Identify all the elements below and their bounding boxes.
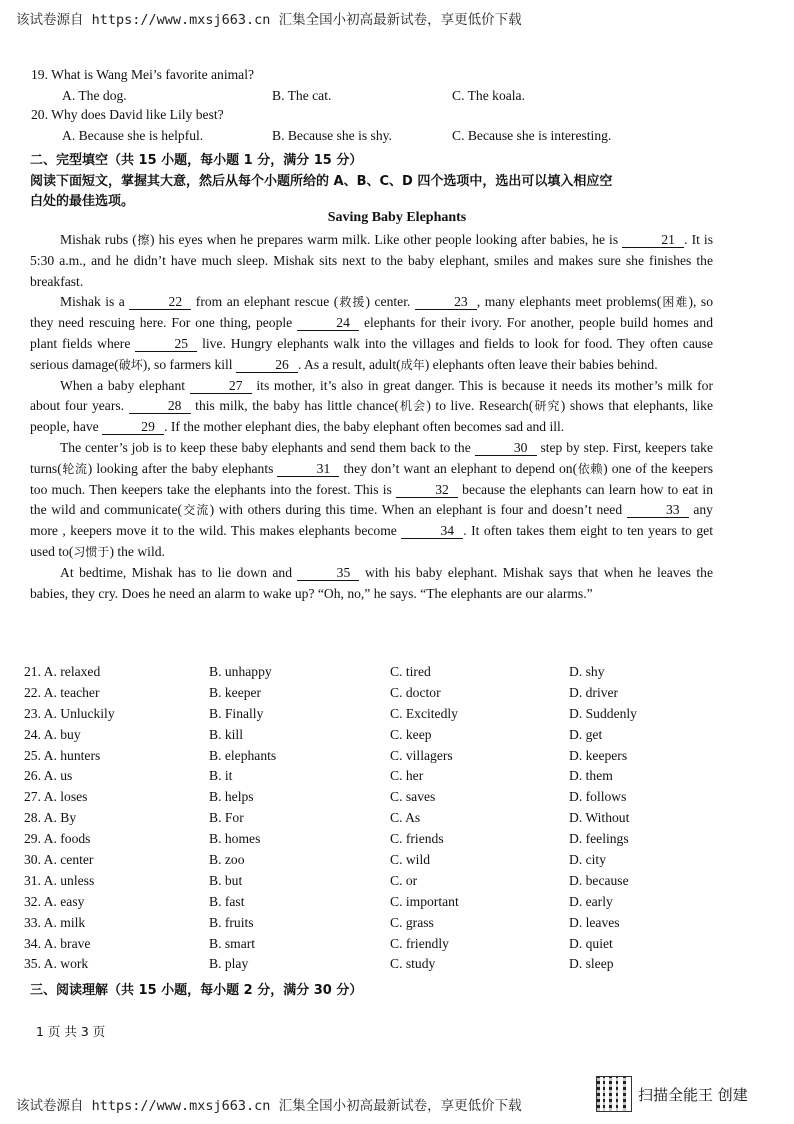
option-c: C. study (390, 956, 436, 972)
blank-26: 26 (236, 357, 298, 373)
option-row-22 (24, 685, 724, 706)
passage-paragraph-2: Mishak is a 22 from an elephant rescue (救援) center. 23 , many elephants meet problems(困难), so they need rescuing here. For one thing, people 24 elephants for their ivory. For another, people build homes and plant fields where 25 live. Hungry elephants walk into the villages and fields to look for food. They often cause serious damage(破坏), so farmers kill 26 . As a result, adult(成年) elephants often leave their babies behind. (30, 294, 713, 372)
blank-27: 27 (190, 378, 252, 394)
option-c: C. important (390, 893, 459, 909)
option-c: C. tired (390, 664, 431, 679)
option-a: 22. A. teacher (24, 684, 100, 700)
option-c: C. Excitedly (390, 705, 458, 721)
option-b: B. For (209, 810, 244, 826)
blank-25: 25 (135, 336, 197, 352)
passage-paragraph-1: Mishak rubs (擦) his eyes when he prepares warm milk. Like other people looking after babies, he is 21 . It is 5:30 a.m., and he didn’t have much sleep. Mishak sits next to the baby elephant, smiles and makes sure she finishes the breakfast. (30, 232, 713, 289)
option-b: B. play (209, 956, 249, 972)
option-c: C. her (390, 768, 424, 784)
option-row-30 (24, 852, 724, 873)
section-2-instruction-line2: 白处的最佳选项。 (30, 194, 135, 209)
blank-23: 23 (415, 294, 477, 310)
option-c: C. doctor (390, 684, 441, 700)
page-number: 1 页 共 3 页 (36, 1024, 106, 1039)
answer-options-table (24, 664, 724, 977)
blank-30: 30 (475, 440, 537, 456)
source-watermark-footer: 该试卷源自 https://www.mxsj663.cn 汇集全国小初高最新试卷，享更低价下载 (16, 1098, 522, 1114)
option-d: D. city (569, 852, 606, 868)
option-a: 33. A. milk (24, 914, 86, 930)
blank-34: 34 (401, 523, 463, 539)
option-c: C. keep (390, 726, 432, 742)
option-b: B. but (209, 872, 243, 888)
option-row-24 (24, 727, 724, 748)
blank-21: 21 (622, 232, 684, 248)
section-2-heading: 二、完型填空（共 15 小题，每小题 1 分，满分 15 分） (30, 153, 363, 168)
option-c: C. villagers (390, 747, 453, 763)
passage-paragraph-3: When a baby elephant 27 its mother, it’s also in great danger. This is because it needs its mother’s milk for about four years. 28 this milk, the baby has little chance(机会) to live. Research(研究) shows that elephants, like people, have 29 . If the mother elephant dies, the baby elephant often becomes sad and ill. (30, 377, 713, 435)
option-d: D. leaves (569, 914, 620, 930)
blank-32: 32 (396, 482, 458, 498)
option-row-25 (24, 748, 724, 769)
q20-option-b: B. Because she is shy. (272, 128, 392, 143)
option-d: D. Suddenly (569, 705, 637, 721)
option-d: D. keepers (569, 747, 628, 763)
option-a: 27. A. loses (24, 789, 88, 805)
q20-stem: 20. Why does David like Lily best? (31, 107, 224, 122)
option-row-34 (24, 936, 724, 957)
section-3-heading: 三、阅读理解（共 15 小题，每小题 2 分，满分 30 分） (30, 983, 363, 998)
option-c: C. saves (390, 789, 436, 805)
option-a: 25. A. hunters (24, 747, 101, 763)
option-a: 26. A. us (24, 768, 73, 784)
q19-option-a: A. The dog. (62, 88, 127, 103)
option-d: D. feelings (569, 831, 629, 847)
option-a: 29. A. foods (24, 831, 91, 847)
option-b: B. Finally (209, 705, 264, 721)
option-c: C. grass (390, 914, 434, 930)
option-d: D. quiet (569, 935, 613, 951)
section-2-instruction-line1: 阅读下面短文，掌握其大意，然后从每个小题所给的 A、B、C、D 四个选项中，选出可以填入相应空 (30, 174, 613, 189)
q19-stem: 19. What is Wang Mei’s favorite animal? (31, 67, 255, 82)
option-a: 34. A. brave (24, 935, 91, 951)
option-b: B. kill (209, 726, 243, 742)
option-d: D. Without (569, 810, 630, 826)
option-a: 31. A. unless (24, 872, 95, 888)
option-row-26 (24, 768, 724, 789)
blank-28: 28 (129, 398, 191, 414)
qr-code-icon (596, 1076, 632, 1112)
passage-paragraph-4: The center’s job is to keep these baby elephants and send them back to the 30 step by step. First, keepers take turns(轮流) looking after the baby elephants 31 they don’t want an elephant to depend on(依赖) one of the keepers too much. Then keepers take the elephants into the forest. This is 32 because the elephants can learn how to eat in the wild and communicate(交流) with others during this time. When an elephant is four and doesn’t need 33 any more , keepers move it to the wild. This makes elephants become 34 . It often takes them eight to ten years to get used to(习惯于) the wild. (30, 439, 714, 559)
q19-option-c: C. The koala. (452, 88, 525, 103)
q20-option-c: C. Because she is interesting. (452, 128, 612, 143)
option-d: D. sleep (569, 956, 614, 972)
option-d: D. because (569, 872, 629, 888)
option-d: D. follows (569, 789, 627, 805)
option-b: B. keeper (209, 684, 262, 700)
option-a: 24. A. buy (24, 726, 81, 742)
option-a: 30. A. center (24, 852, 94, 868)
scanner-app-label: 扫描全能王 创建 (638, 1086, 748, 1104)
option-row-28 (24, 810, 724, 831)
option-c: C. or (390, 872, 418, 888)
option-b: B. it (209, 768, 233, 784)
blank-35: 35 (297, 565, 359, 581)
option-a: 28. A. By (24, 810, 77, 826)
option-b: B. unhappy (209, 664, 272, 679)
q20-option-a: A. Because she is helpful. (62, 128, 204, 143)
option-row-27 (24, 789, 724, 810)
option-c: C. friends (390, 831, 444, 847)
blank-31: 31 (277, 461, 339, 477)
option-b: B. elephants (209, 747, 277, 763)
option-a: 35. A. work (24, 956, 89, 972)
option-b: B. zoo (209, 852, 245, 868)
blank-24: 24 (297, 315, 359, 331)
option-row-29 (24, 831, 724, 852)
option-d: D. shy (569, 664, 605, 679)
passage-title: Saving Baby Elephants (327, 210, 467, 225)
option-row-23 (24, 706, 724, 727)
blank-33: 33 (627, 502, 689, 518)
option-d: D. early (569, 893, 613, 909)
option-row-35 (24, 956, 724, 977)
cloze-passage (30, 230, 713, 604)
blank-29: 29 (102, 419, 164, 435)
option-c: C. wild (390, 852, 431, 868)
option-b: B. homes (209, 831, 261, 847)
option-d: D. them (569, 768, 613, 784)
option-row-32 (24, 894, 724, 915)
passage-paragraph-5: At bedtime, Mishak has to lie down and 35 with his baby elephant. Mishak says that when he leaves the babies, they cry. Does he need an alarm to wake up? “Oh, no,” he says. “The elephants are our alarms.” (30, 564, 713, 601)
blank-22: 22 (129, 294, 191, 310)
option-b: B. fruits (209, 914, 254, 930)
option-row-31 (24, 873, 724, 894)
option-c: C. As (390, 810, 421, 826)
option-d: D. get (569, 726, 603, 742)
option-a: 21. A. relaxed (24, 664, 101, 679)
option-a: 23. A. Unluckily (24, 705, 115, 721)
source-watermark-header: 该试卷源自 https://www.mxsj663.cn 汇集全国小初高最新试卷，享更低价下载 (16, 12, 522, 28)
option-row-33 (24, 915, 724, 936)
option-d: D. driver (569, 684, 619, 700)
option-row-21 (24, 664, 724, 685)
option-b: B. helps (209, 789, 254, 805)
option-b: B. smart (209, 935, 256, 951)
q19-option-b: B. The cat. (272, 88, 332, 103)
option-c: C. friendly (390, 935, 449, 951)
option-a: 32. A. easy (24, 893, 85, 909)
option-b: B. fast (209, 893, 245, 909)
